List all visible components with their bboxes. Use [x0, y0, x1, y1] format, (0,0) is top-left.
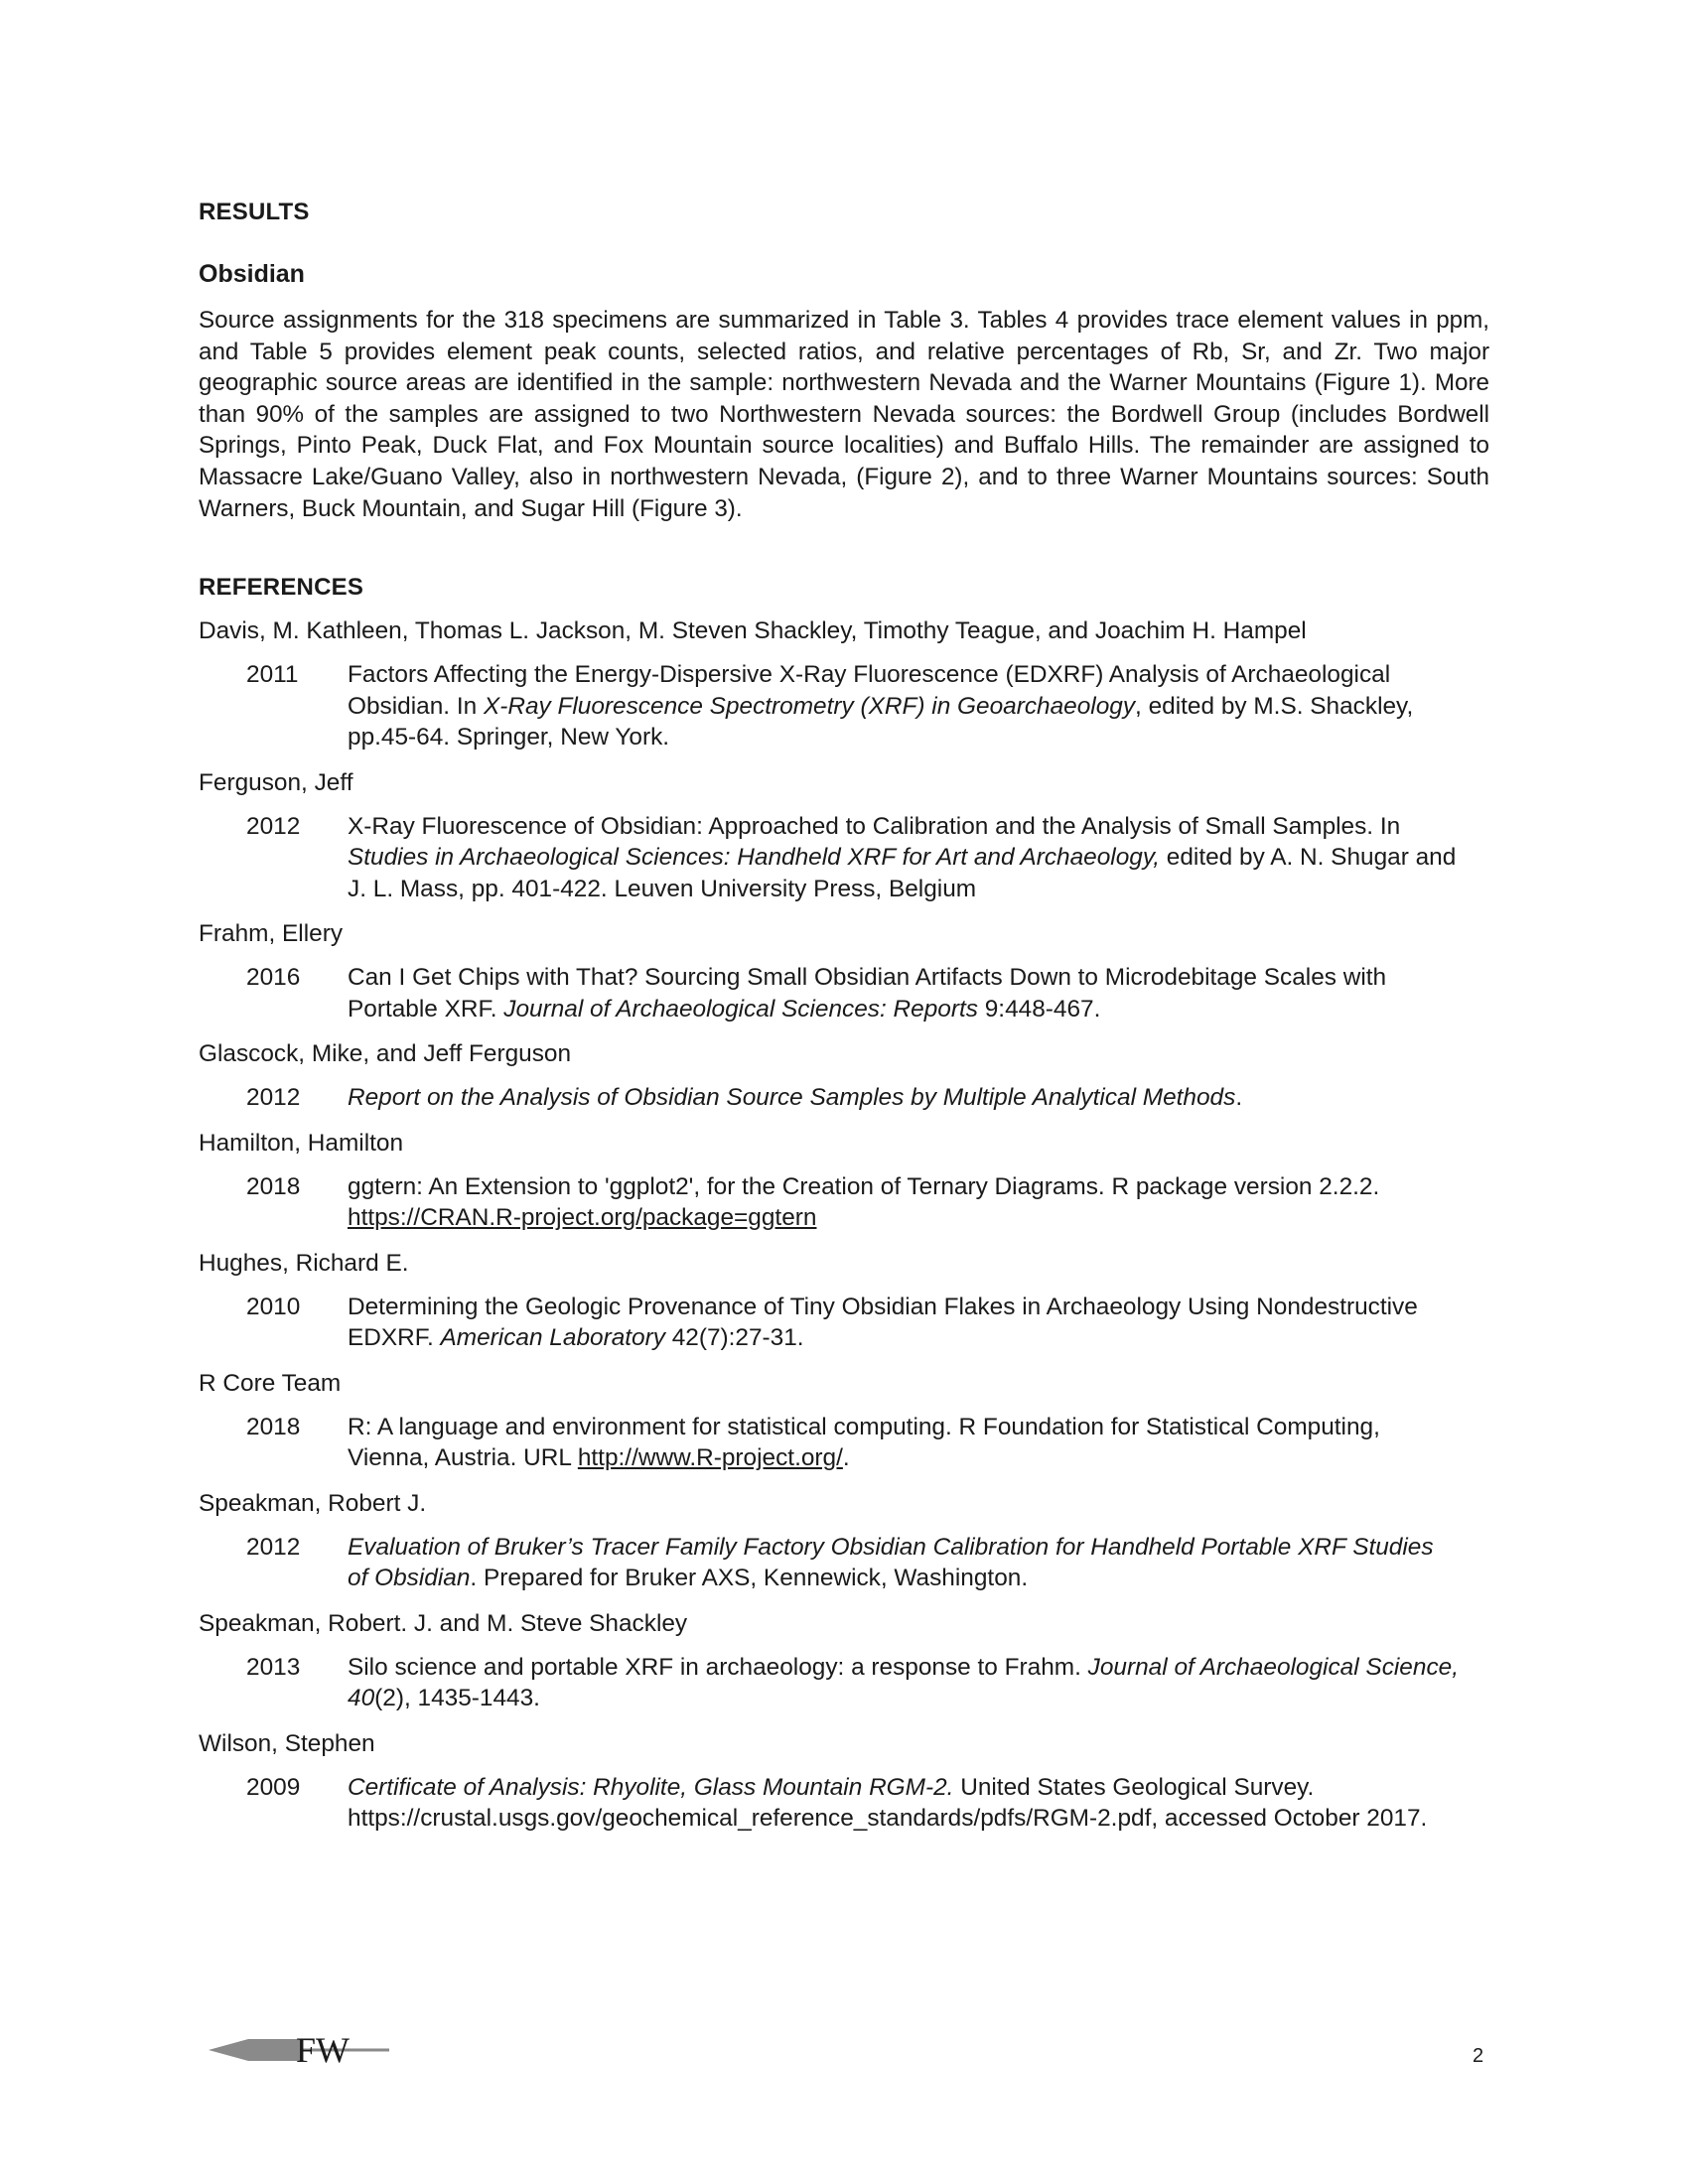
reference-entry — [199, 1652, 1499, 1714]
reference-text-part: (2), 1435-1443. — [374, 1685, 540, 1711]
logo-text: FW — [296, 2030, 350, 2070]
reference-text-part: ggtern: An Extension to 'ggplot2', for the Creation of Ternary Diagrams. R package version 2.2.2. — [348, 1172, 1380, 1200]
reference-year: 2018 — [246, 1413, 301, 1440]
reference-year: 2012 — [246, 1533, 301, 1561]
reference-entry — [199, 1292, 1499, 1354]
reference-entry — [199, 962, 1499, 1024]
reference-text — [348, 962, 1460, 1024]
reference-author: Ferguson, Jeff — [199, 768, 353, 796]
reference-text-part: Can I Get Chips with That? Sourcing Small Obsidian Artifacts Down to Microdebitage Scales with Portable XRF. — [348, 964, 1387, 1023]
reference-entry — [199, 1532, 1499, 1594]
reference-text-part: R: A language and environment for statistical computing. R Foundation for Statistical Computing, Vienna, Austria. URL — [348, 1413, 1380, 1471]
reference-text-part: , edited by M.S. Shackley, pp.45-64. Springer, New York. — [348, 692, 1414, 751]
reference-text-part: 9:448-467. — [977, 995, 1101, 1023]
reference-year: 2009 — [246, 1773, 301, 1801]
reference-entry — [199, 1082, 1499, 1114]
results-paragraph: Source assignments for the 318 specimens are summarized in Table 3. Tables 4 provides trace element values in ppm, and Table 5 provides element peak counts, selected ratios, and relative percentages of Rb, Sr, and Zr. Two major geographic source areas are identified in the sample: northwestern Nevada and the Warner Mountains (Figure 1). More than 90% of the samples are assigned to two Northwestern Nevada sources: the Bordwell Group (includes Bordwell Springs, Pinto Peak, Duck Flat, and Fox Mountain source localities) and Buffalo Hills. The remainder are assigned to Massacre Lake/Guano Valley, also in northwestern Nevada, (Figure 2), and to three Warner Mountains sources: South Warners, Buck Mountain, and Sugar Hill (Figure 3). — [199, 307, 1489, 522]
reference-text-part: Silo science and portable XRF in archaeology: a response to Frahm. — [348, 1653, 1088, 1681]
reference-author: Hughes, Richard E. — [199, 1249, 409, 1277]
reference-title: Studies in Archaeological Sciences: Handheld XRF for Art and Archaeology, — [348, 844, 1160, 871]
reference-author: Speakman, Robert J. — [199, 1489, 427, 1517]
reference-entry — [199, 811, 1499, 905]
reference-text — [348, 1652, 1460, 1714]
references-list — [199, 615, 1499, 1848]
obsidian-subheading: Obsidian — [199, 260, 305, 288]
reference-text — [348, 1171, 1460, 1234]
references-heading: REFERENCES — [199, 574, 364, 601]
reference-year: 2012 — [246, 1084, 301, 1111]
reference-author: Davis, M. Kathleen, Thomas L. Jackson, M. Steven Shackley, Timothy Teague, and Joachim H. Hampel — [199, 617, 1307, 644]
reference-title: Report on the Analysis of Obsidian Source Samples by Multiple Analytical Methods — [348, 1084, 1236, 1111]
reference-entry — [199, 659, 1499, 753]
reference-title: Journal of Archaeological Sciences: Reports — [503, 995, 978, 1023]
reference-text — [348, 1772, 1460, 1835]
reference-text — [348, 659, 1460, 753]
reference-text — [348, 1082, 1460, 1114]
reference-text-part: . — [1235, 1084, 1243, 1111]
reference-author: Speakman, Robert. J. and M. Steve Shackley — [199, 1609, 688, 1637]
reference-title: Certificate of Analysis: Rhyolite, Glass Mountain RGM-2. — [348, 1773, 954, 1801]
reference-text — [348, 1412, 1460, 1474]
results-heading: RESULTS — [199, 199, 310, 225]
reference-title: Journal of Archaeological Science, 40 — [348, 1653, 1459, 1711]
reference-title: Evaluation of Bruker’s Tracer Family Factory Obsidian Calibration for Handheld Portable XRF Studies of Obsidian — [348, 1533, 1434, 1591]
reference-link[interactable]: http://www.R-project.org/ — [577, 1444, 843, 1471]
reference-title: American Laboratory — [440, 1324, 665, 1351]
reference-year: 2012 — [246, 812, 301, 840]
reference-author: Hamilton, Hamilton — [199, 1129, 404, 1157]
reference-entry — [199, 1772, 1499, 1835]
reference-entry — [199, 1171, 1499, 1234]
reference-author: Frahm, Ellery — [199, 920, 344, 947]
reference-year: 2016 — [246, 964, 301, 991]
reference-text — [348, 811, 1460, 905]
reference-text — [348, 1292, 1460, 1354]
reference-text-part: 42(7):27-31. — [664, 1324, 804, 1351]
reference-text-part: X-Ray Fluorescence of Obsidian: Approached to Calibration and the Analysis of Small Samples. In — [348, 812, 1401, 840]
reference-text-part: Determining the Geologic Provenance of Tiny Obsidian Flakes in Archaeology Using Nondestructive EDXRF. — [348, 1293, 1418, 1351]
reference-entry — [199, 1412, 1499, 1474]
reference-author: R Core Team — [199, 1369, 342, 1397]
reference-year: 2010 — [246, 1293, 301, 1320]
page-number: 2 — [1473, 2045, 1484, 2067]
reference-year: 2013 — [246, 1653, 301, 1681]
reference-link[interactable]: https://CRAN.R-project.org/package=ggtern — [348, 1204, 817, 1231]
reference-author: Glascock, Mike, and Jeff Ferguson — [199, 1040, 572, 1067]
reference-year: 2018 — [246, 1172, 301, 1200]
reference-text-part: United States Geological Survey. https://crustal.usgs.gov/geochemical_reference_standards/pdfs/RGM-2.pdf, accessed October 2017. — [348, 1773, 1428, 1832]
reference-year: 2011 — [246, 661, 299, 688]
reference-text-part: edited by A. N. Shugar and J. L. Mass, pp. 401-422. Leuven University Press, Belgium — [348, 844, 1457, 902]
reference-text — [348, 1532, 1460, 1594]
reference-text-part: . Prepared for Bruker AXS, Kennewick, Washington. — [470, 1565, 1029, 1591]
reference-text-part: Factors Affecting the Energy-Dispersive X-Ray Fluorescence (EDXRF) Analysis of Archaeological Obsidian. In — [348, 661, 1391, 720]
reference-author: Wilson, Stephen — [199, 1729, 375, 1757]
fw-logo — [209, 2030, 397, 2070]
reference-title: X-Ray Fluorescence Spectrometry (XRF) in Geoarchaeology — [483, 692, 1136, 720]
reference-text-part: . — [842, 1444, 850, 1471]
